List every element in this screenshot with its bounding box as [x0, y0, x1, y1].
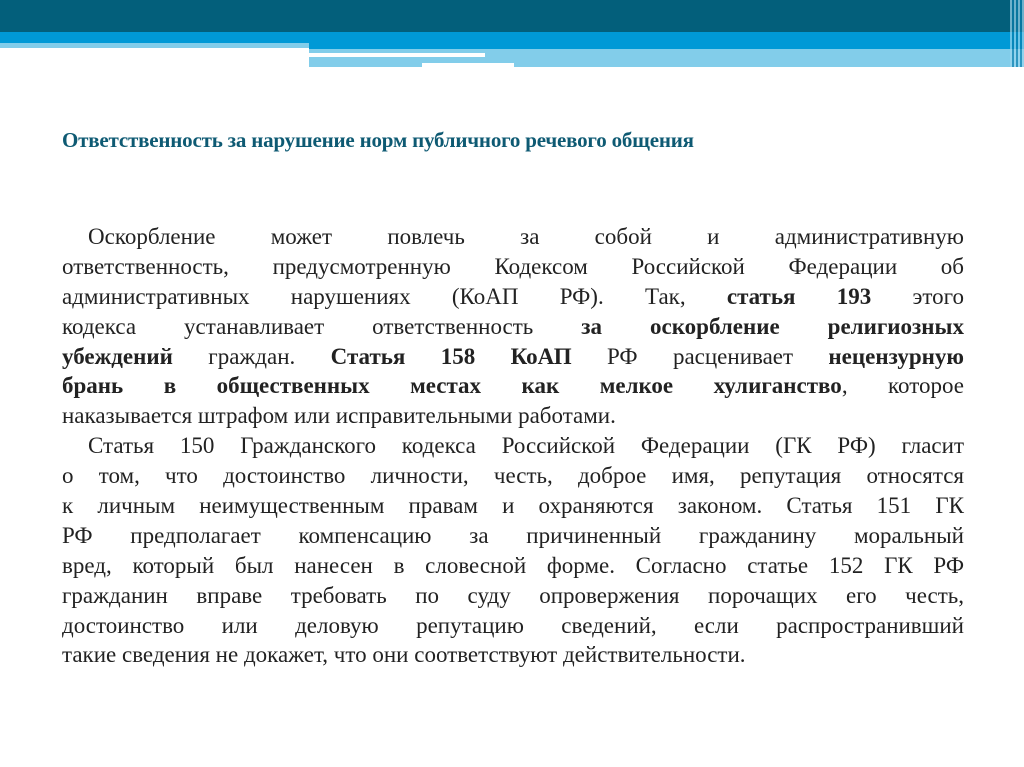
paragraph	[62, 222, 964, 431]
paragraph	[62, 431, 964, 670]
text-line	[62, 461, 964, 491]
text-line	[62, 282, 964, 312]
text-line	[62, 222, 964, 252]
bold-text: брань в общественных местах как мелкое хулиганство	[62, 373, 842, 399]
text: , которое	[841, 373, 964, 399]
text: гражданин вправе требовать по суду опровержения порочащих его честь,	[62, 582, 964, 608]
text-line	[62, 371, 964, 401]
text-line	[62, 581, 964, 611]
text: ответственность, предусмотренную Кодексом Российской Федерации об	[62, 253, 964, 279]
text: Статья 150 Гражданского кодекса Российской Федерации (ГК РФ) гласит	[88, 433, 964, 459]
right-edge-lines	[1010, 0, 1024, 67]
slide-body	[62, 222, 964, 670]
text: Оскорбление может повлечь за собой и административную	[88, 224, 964, 249]
text: административных нарушениях (КоАП РФ). Так,	[62, 283, 727, 309]
text: кодекса устанавливает ответственность	[62, 313, 582, 339]
text: граждан.	[172, 343, 331, 369]
text-line	[62, 342, 964, 372]
text: РФ предполагает компенсацию за причиненный гражданину моральный	[62, 522, 964, 548]
bold-text: за оскорбление религиозных	[581, 313, 964, 339]
text: РФ расценивает	[571, 343, 829, 369]
dark-band	[0, 0, 1024, 32]
slide-title: Ответственность за нарушение норм публичного речевого общения	[62, 128, 694, 152]
text: достоинство или деловую репутацию сведений, если распространивший	[62, 612, 964, 638]
text-line	[62, 491, 964, 521]
bold-text: убеждений	[62, 343, 173, 369]
text-line	[62, 312, 964, 342]
text: наказывается штрафом или исправительными работами.	[62, 403, 616, 429]
text-line	[62, 640, 964, 670]
bold-text: статья 193	[726, 283, 872, 309]
bold-text: нецензурную	[828, 343, 964, 369]
text-line	[62, 401, 964, 431]
text-line	[62, 611, 964, 641]
text: такие сведения не докажет, что они соответствуют действительности.	[62, 642, 746, 668]
light-band-right	[309, 49, 1024, 67]
text-line	[62, 551, 964, 581]
blue-band	[0, 32, 1024, 43]
text: о том, что достоинство личности, честь, доброе имя, репутация относятся	[62, 463, 964, 489]
bold-text: Статья 158 КоАП	[330, 343, 572, 369]
text-line	[62, 252, 964, 282]
text-line	[62, 521, 964, 551]
text-line	[62, 431, 964, 461]
white-stripe-2	[422, 63, 514, 67]
text: к личным неимущественным правам и охраняются законом. Статья 151 ГК	[62, 493, 964, 519]
text: этого	[871, 283, 964, 309]
text: вред, который был нанесен в словесной форме. Согласно статье 152 ГК РФ	[62, 552, 964, 578]
white-stripe	[309, 53, 485, 57]
light-band-left	[0, 43, 309, 48]
